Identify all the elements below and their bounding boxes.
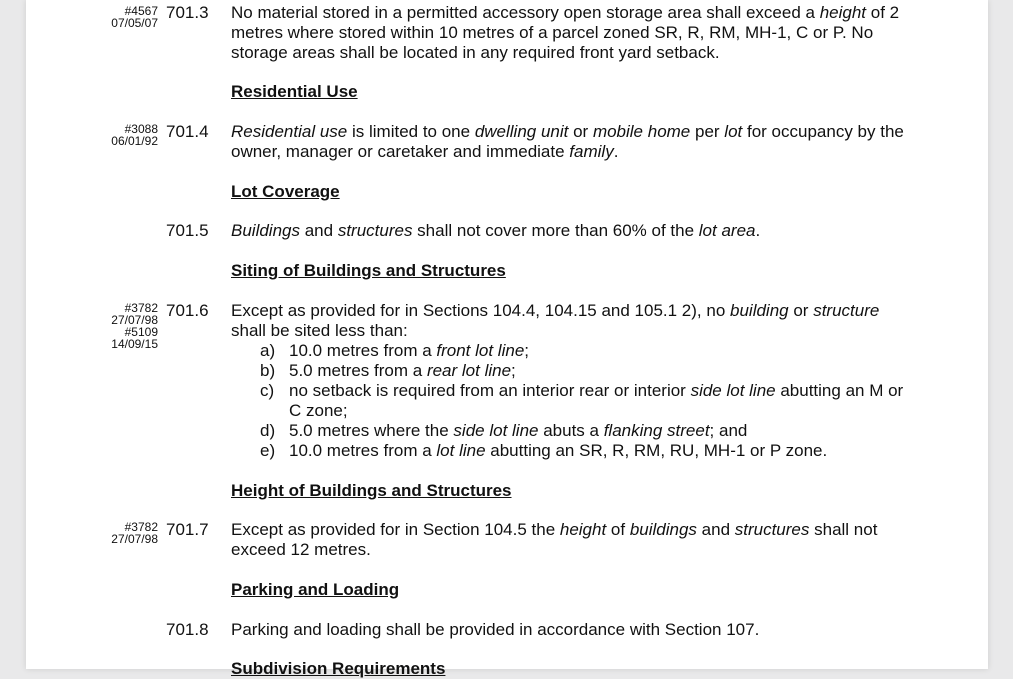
section-text-7017 [231, 520, 911, 560]
heading-residential-use: Residential Use [231, 82, 358, 101]
text-run: or [568, 122, 593, 141]
text-run: 10.0 metres from a [289, 441, 437, 460]
section-text-7013 [231, 3, 911, 63]
list-item-label: d) [260, 421, 276, 440]
text-run: Except as provided for in Section 104.5 the [231, 520, 560, 539]
text-run: ; [524, 341, 530, 360]
amendment-note-7014 [98, 123, 158, 147]
section-number-7018: 701.8 [166, 620, 209, 639]
section-text-7015 [231, 221, 911, 241]
defined-term: height [819, 3, 867, 22]
defined-term: front lot line [436, 341, 525, 360]
text-run: shall be sited less than: [231, 321, 408, 340]
amendment-note-7017 [98, 521, 158, 545]
defined-term: family [569, 142, 614, 161]
text-run: of 2 metres where stored within 10 metres of a parcel zoned SR, R, RM, MH-1, C or P. No storage areas shall be located in any required front yard setback. [231, 3, 900, 62]
defined-term: buildings [629, 520, 697, 539]
list-item-text [289, 341, 909, 361]
defined-term: structure [813, 301, 880, 320]
text-run: 5.0 metres from a [289, 361, 427, 380]
amendment-date: 14/09/15 [111, 337, 158, 351]
text-run: of [606, 520, 630, 539]
text-run: abuts a [538, 421, 604, 440]
setback-list [260, 341, 909, 461]
list-item-text [289, 381, 909, 421]
text-run: Except as provided for in Sections 104.4, 104.15 and 105.1 2), no [231, 301, 731, 320]
list-item [260, 421, 909, 441]
defined-term: Buildings [231, 221, 300, 240]
defined-term: lot area [698, 221, 756, 240]
text-run: ; [511, 361, 516, 380]
text-run: per [690, 122, 725, 141]
defined-term: structures [337, 221, 413, 240]
amendment-note-7016 [98, 302, 158, 350]
text-run: 10.0 metres from a [289, 341, 437, 360]
defined-term: mobile home [592, 122, 691, 141]
list-item [260, 341, 909, 361]
amendment-bylaw: #3782 [124, 301, 158, 315]
section-text-7014 [231, 122, 911, 162]
list-item-label: a) [260, 341, 276, 360]
text-run: abutting an M or C zone; [289, 381, 904, 420]
defined-term: building [730, 301, 789, 320]
section-text-7016 [231, 301, 911, 341]
text-run: is limited to one [347, 122, 475, 141]
amendment-date: 06/01/92 [111, 134, 158, 148]
text-run: 5.0 metres where the [289, 421, 454, 440]
list-item-label: c) [260, 381, 275, 400]
list-item [260, 441, 909, 461]
text-run: no setback is required from an interior rear or interior [289, 381, 691, 400]
heading-parking: Parking and Loading [231, 580, 400, 599]
document-page [26, 0, 988, 678]
text-run: and [300, 221, 338, 240]
defined-term: flanking street [603, 421, 710, 440]
text-run: and [696, 520, 735, 539]
heading-subdivision: Subdivision Requirements [231, 659, 446, 678]
text-run: abutting an SR, R, RM, RU, MH-1 or P zone. [485, 441, 828, 460]
defined-term: lot line [436, 441, 486, 460]
list-item-text [289, 421, 909, 441]
text-run: ; and [709, 421, 748, 440]
text-run: No material stored in a permitted accessory open storage area shall exceed a [231, 3, 820, 22]
section-number-7014: 701.4 [166, 122, 209, 141]
list-item-label: b) [260, 361, 276, 380]
text-run: Parking and loading shall be provided in accordance with Section 107. [231, 620, 760, 639]
amendment-bylaw: #3088 [124, 122, 158, 136]
defined-term: side lot line [453, 421, 539, 440]
defined-term: dwelling unit [474, 122, 569, 141]
section-number-7017: 701.7 [166, 520, 209, 539]
amendment-bylaw: #3782 [124, 520, 158, 534]
list-item [260, 381, 909, 421]
section-number-7013: 701.3 [166, 3, 209, 22]
heading-height: Height of Buildings and Structures [231, 481, 512, 500]
amendment-note-7013 [98, 5, 158, 29]
section-number-7015: 701.5 [166, 221, 209, 240]
amendment-bylaw: #5109 [124, 325, 158, 339]
list-item-text [289, 361, 909, 381]
list-item-label: e) [260, 441, 276, 460]
defined-term: side lot line [690, 381, 776, 400]
heading-siting: Siting of Buildings and Structures [231, 261, 506, 280]
heading-lot-coverage: Lot Coverage [231, 182, 340, 201]
defined-term: Residential use [231, 122, 348, 141]
text-run: shall not cover more than 60% of the [412, 221, 699, 240]
amendment-date: 07/05/07 [111, 16, 158, 30]
amendment-date: 27/07/98 [111, 313, 158, 327]
defined-term: rear lot line [426, 361, 512, 380]
text-run: for occupancy by the owner, manager or caretaker and immediate [231, 122, 904, 161]
defined-term: lot [724, 122, 743, 141]
list-item-text [289, 441, 909, 461]
text-run: or [788, 301, 814, 320]
amendment-date: 27/07/98 [111, 532, 158, 546]
section-text-7018 [231, 620, 911, 640]
list-item [260, 361, 909, 381]
text-run: . [613, 142, 619, 161]
defined-term: height [559, 520, 607, 539]
defined-term: structures [734, 520, 810, 539]
text-run: shall not exceed 12 metres. [231, 520, 878, 559]
section-number-7016: 701.6 [166, 301, 209, 320]
text-run: . [755, 221, 761, 240]
amendment-bylaw: #4567 [124, 4, 158, 18]
